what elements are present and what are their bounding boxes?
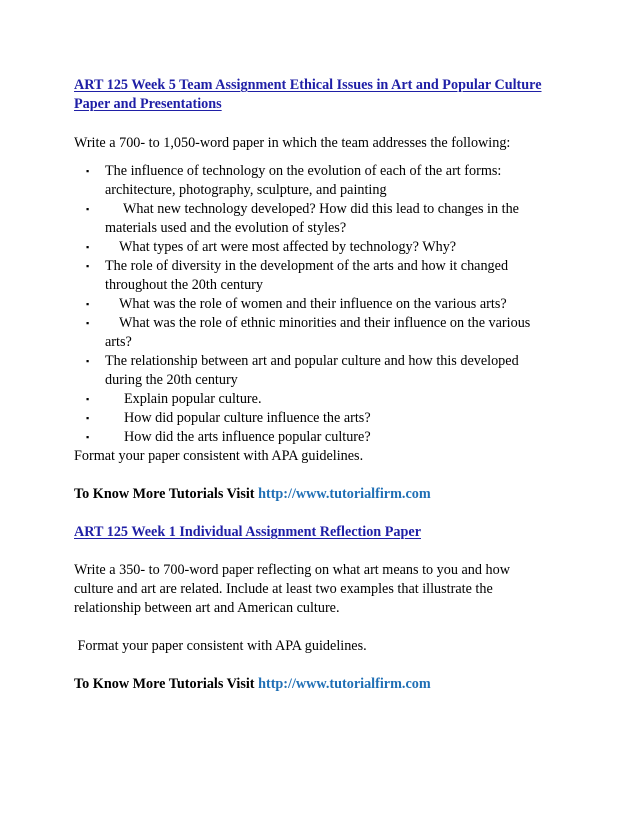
list-item xyxy=(74,352,574,390)
list-item-line1: The role of diversity in the development of the arts and how it changed xyxy=(105,258,509,274)
bullet-icon: ▪ xyxy=(86,166,90,176)
list-item-line1: What was the role of women and their influence on the various arts? xyxy=(119,296,507,312)
list-item-line1: How did popular culture influence the arts? xyxy=(124,410,371,426)
section1-heading-line2: Paper and Presentations xyxy=(74,96,222,112)
list-item xyxy=(74,257,574,295)
section1-visit-label: To Know More Tutorials Visit xyxy=(74,486,259,502)
bullet-icon: ▪ xyxy=(86,204,90,214)
bullet-icon: ▪ xyxy=(86,394,90,404)
bullet-icon: ▪ xyxy=(86,413,90,423)
list-item xyxy=(74,409,574,428)
list-item xyxy=(74,162,574,200)
section1-heading-link[interactable] xyxy=(74,76,574,114)
bullet-icon: ▪ xyxy=(86,318,90,328)
bullet-icon: ▪ xyxy=(86,261,90,271)
list-item-line1: What was the role of ethnic minorities and their influence on the various xyxy=(119,315,531,331)
section1-visit-line xyxy=(74,485,574,504)
list-item-line2: arts? xyxy=(105,334,132,350)
section2-visit-label: To Know More Tutorials Visit xyxy=(74,676,259,692)
bullet-icon: ▪ xyxy=(86,299,90,309)
bullet-icon: ▪ xyxy=(86,356,90,366)
document-page xyxy=(74,76,574,694)
bullet-icon: ▪ xyxy=(86,432,90,442)
section2-heading-link[interactable]: ART 125 Week 1 Individual Assignment Reflection Paper xyxy=(74,524,421,540)
list-item xyxy=(74,295,574,314)
list-item-line1: What types of art were most affected by technology? Why? xyxy=(119,239,457,255)
section1-format-note: Format your paper consistent with APA guidelines. xyxy=(74,448,364,464)
list-item-line2: materials used and the evolution of styles? xyxy=(105,220,347,236)
list-item xyxy=(74,200,574,238)
bullet-icon: ▪ xyxy=(86,242,90,252)
list-item xyxy=(74,390,574,409)
list-item-line1: How did the arts influence popular culture? xyxy=(124,429,371,445)
section1-bullet-list xyxy=(74,162,574,447)
section2-format-note: Format your paper consistent with APA guidelines. xyxy=(74,638,367,654)
list-item-line1: The influence of technology on the evolution of each of the art forms: xyxy=(105,163,502,179)
section1-intro: Write a 700- to 1,050-word paper in which the team addresses the following: xyxy=(74,135,511,151)
list-item-line2: during the 20th century xyxy=(105,372,238,388)
list-item-line1: Explain popular culture. xyxy=(124,391,262,407)
section2-paragraph-line1: Write a 350- to 700-word paper reflecting on what art means to you and how xyxy=(74,562,510,578)
list-item xyxy=(74,428,574,447)
list-item-line1: The relationship between art and popular culture and how this developed xyxy=(105,353,519,369)
section2-paragraph xyxy=(74,561,574,618)
section2-visit-line xyxy=(74,675,574,694)
list-item-line2: throughout the 20th century xyxy=(105,277,264,293)
section1-heading-line1: ART 125 Week 5 Team Assignment Ethical Issues in Art and Popular Culture xyxy=(74,77,542,93)
section2-paragraph-line2: culture and art are related. Include at least two examples that illustrate the xyxy=(74,581,493,597)
section2-tutorial-link[interactable]: http://www.tutorialfirm.com xyxy=(258,676,431,692)
list-item-line1: What new technology developed? How did this lead to changes in the xyxy=(123,201,519,217)
section2-paragraph-line3: relationship between art and American culture. xyxy=(74,600,340,616)
list-item-line2: architecture, photography, sculpture, and painting xyxy=(105,182,387,198)
list-item xyxy=(74,314,574,352)
section2-heading-wrap xyxy=(74,523,574,542)
section1-tutorial-link[interactable]: http://www.tutorialfirm.com xyxy=(258,486,431,502)
list-item xyxy=(74,238,574,257)
